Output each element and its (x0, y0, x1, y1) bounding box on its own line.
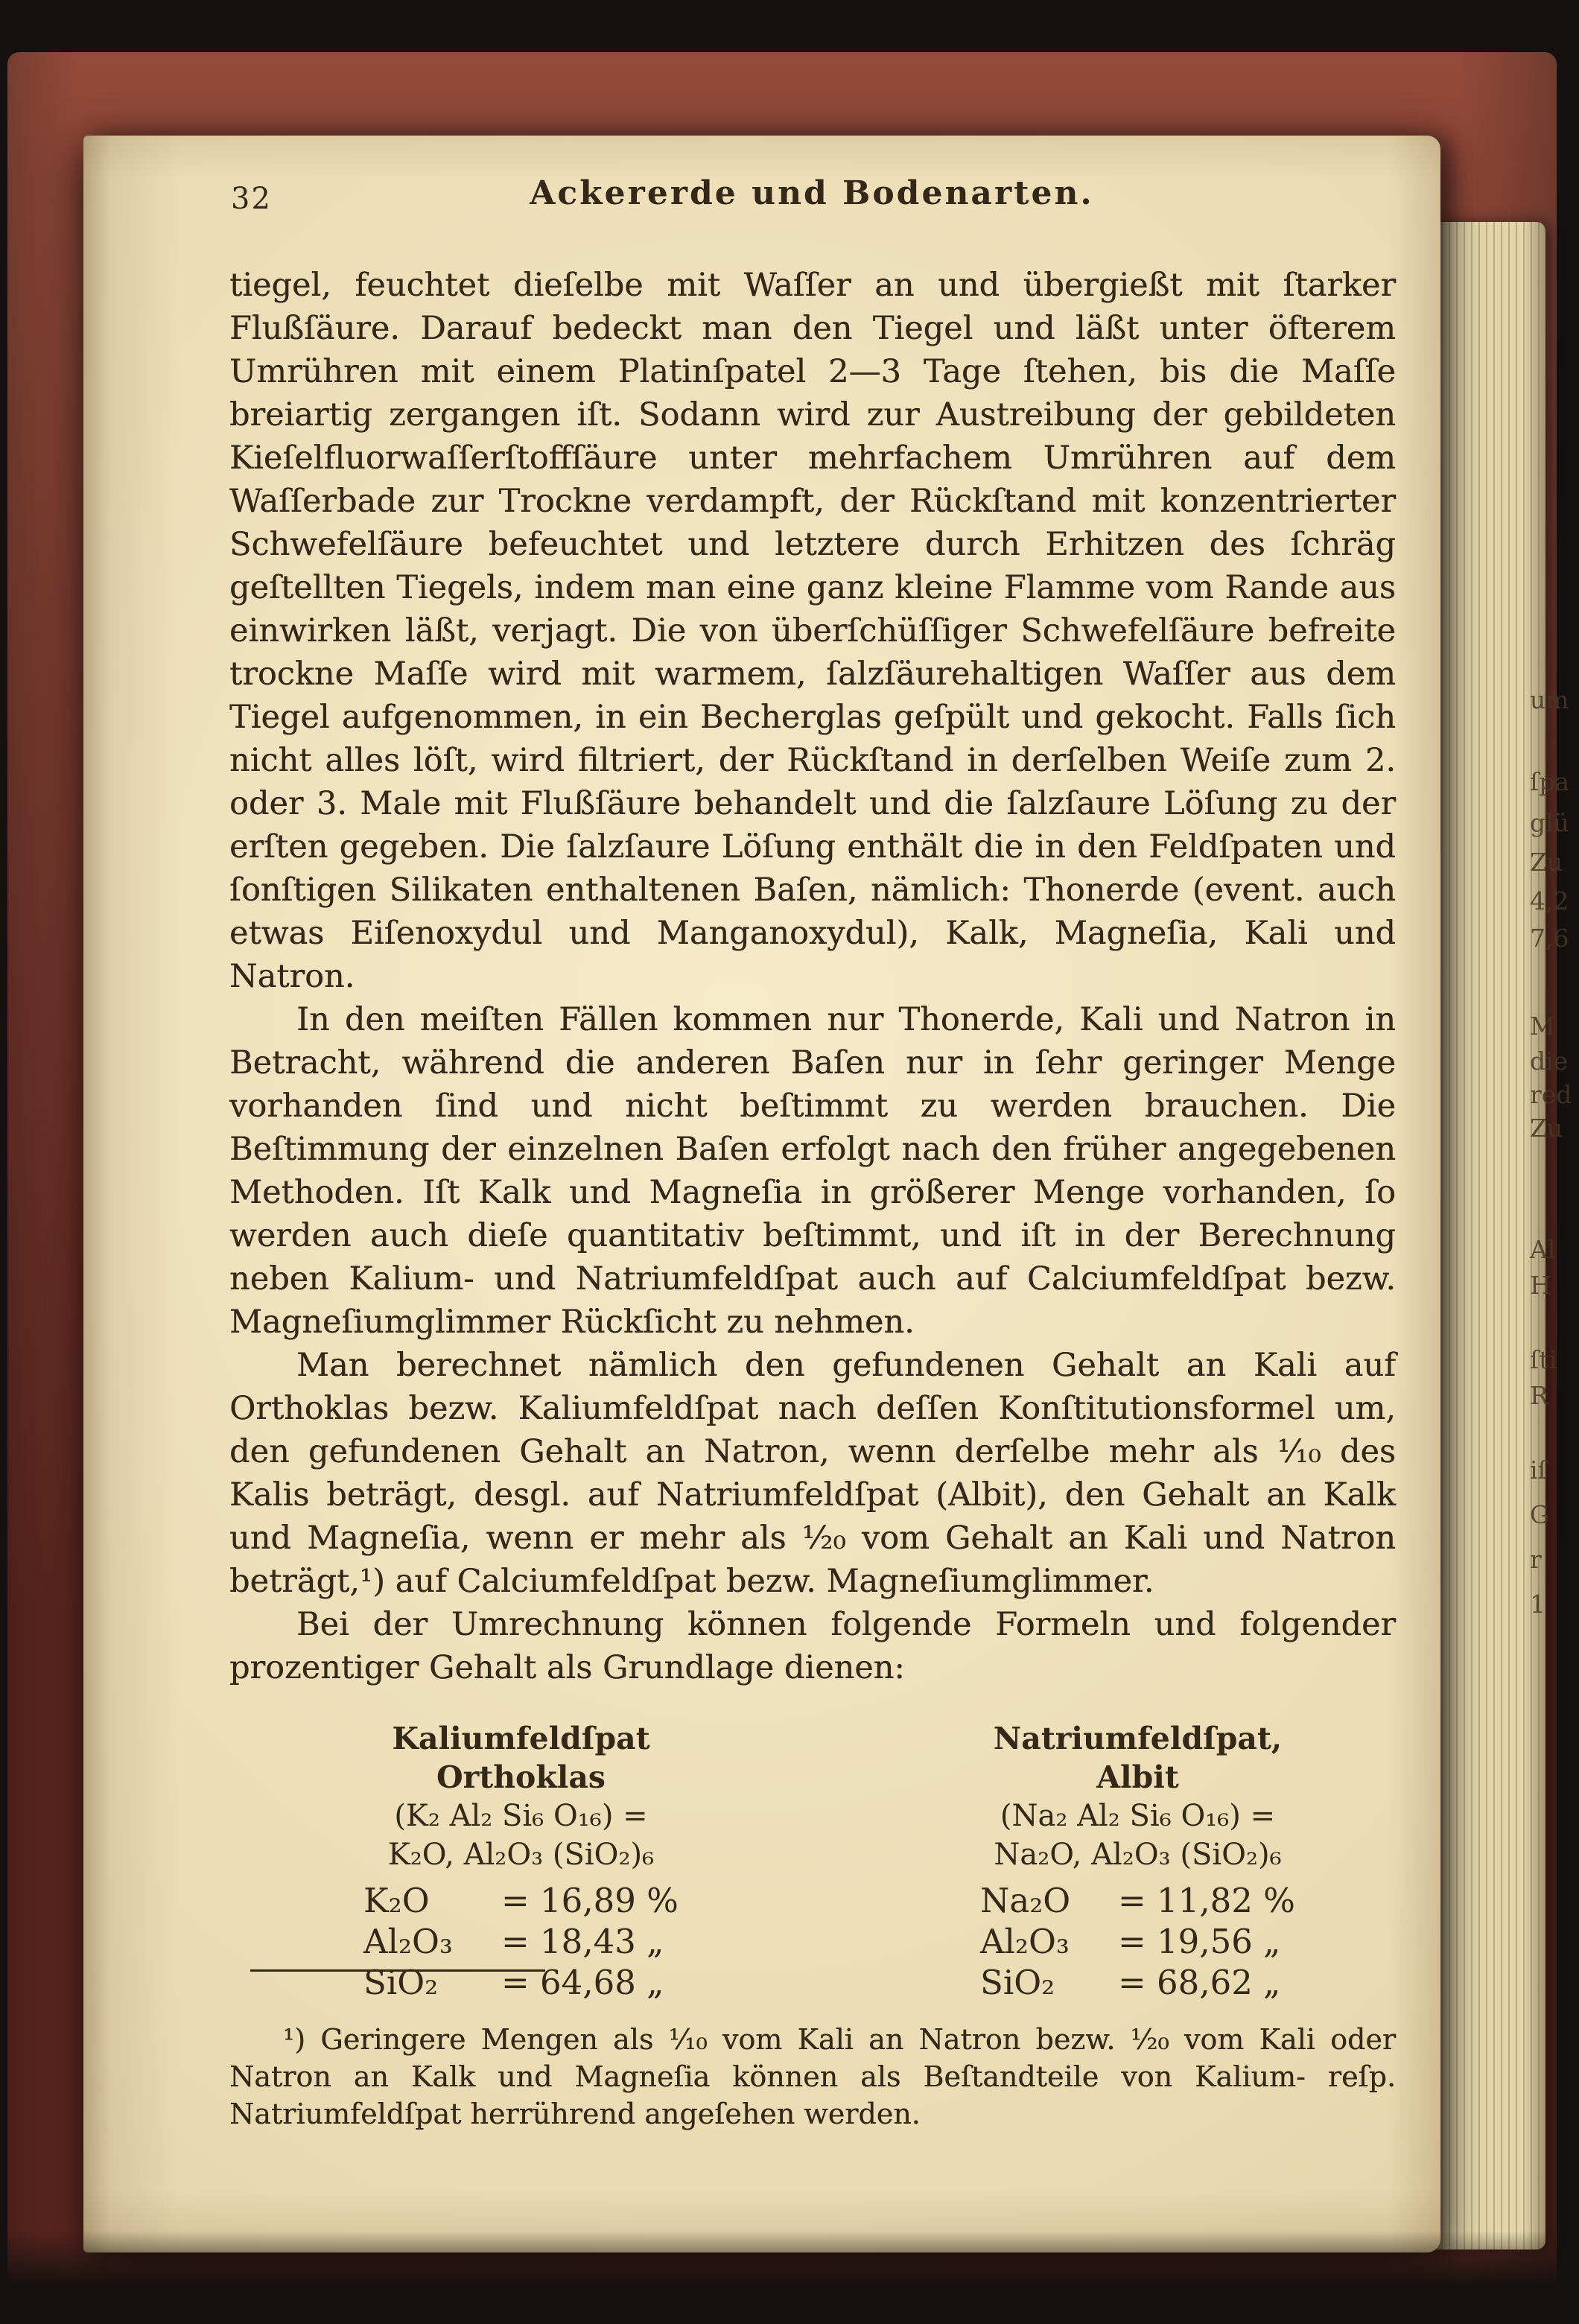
edge-text-fragment: G (1530, 1500, 1550, 1529)
edge-text-fragment: M (1530, 1012, 1555, 1041)
feldspar-formula-table (229, 1719, 1396, 2005)
page-header (229, 174, 1394, 222)
compound-amount: = 11,82 % (1118, 1881, 1295, 1920)
edge-text-fragment: ſti (1530, 1345, 1557, 1374)
compound-label: K₂O (363, 1881, 430, 1920)
compound-amount: = 68,62 „ (1118, 1963, 1281, 2002)
edge-text-fragment: r (1530, 1545, 1542, 1574)
edge-text-fragment: um (1530, 685, 1569, 714)
column-subtitle: Albit (1096, 1759, 1179, 1795)
compound-amount: = 18,43 „ (501, 1922, 664, 1961)
edge-text-fragment: red (1530, 1080, 1572, 1109)
compound-label: SiO₂ (980, 1963, 1055, 2002)
edge-text-fragment: iſ (1530, 1455, 1547, 1485)
compound-label: SiO₂ (363, 1963, 439, 2002)
column-title: Kaliumfeldſpat (392, 1721, 650, 1756)
page-body (229, 264, 1396, 2005)
edge-text-fragment: Al (1530, 1235, 1556, 1264)
compound-amount: = 64,68 „ (501, 1963, 664, 2002)
footnote-block (229, 1969, 1396, 2133)
compound-amount: = 19,56 „ (1118, 1922, 1281, 1961)
constitution-formula: K₂O, Al₂O₃ (SiO₂)₆ (387, 1838, 655, 1872)
natriumfeldspat-column (813, 1719, 1396, 2005)
constitution-formula: (K₂ Al₂ Si₆ O₁₆) = (394, 1799, 648, 1833)
compound-amount: = 16,89 % (501, 1881, 679, 1920)
kaliumfeldspat-column (229, 1719, 813, 2005)
edge-text-fragment: R (1530, 1381, 1548, 1410)
book-page (83, 136, 1440, 2252)
paragraph-formeln-intro: Bei der Umrechnung können folgende Formeln und folgender prozentiger Gehalt als Grundlage dienen: (229, 1606, 1396, 1686)
edge-text-fragment: 7,6 (1530, 924, 1569, 953)
percentage-row (363, 1880, 679, 1921)
running-head: Ackererde und Bodenarten. (530, 174, 1094, 212)
constitution-formula: Na₂O, Al₂O₃ (SiO₂)₆ (994, 1838, 1282, 1872)
percentage-row (980, 1880, 1295, 1921)
edge-text-fragment: 4,2 (1530, 886, 1569, 915)
footnote-text: ¹) Geringere Mengen als ¹⁄₁₀ vom Kali an Natron bezw. ¹⁄₂₀ vom Kali oder Natron an Kalk und Magneſia können als Beſtandteile von Kalium- reſp. Natriumfeldſpat herrührend angeſehen werden. (229, 2023, 1396, 2130)
next-page-text-edge (1527, 655, 1573, 1646)
compound-label: Na₂O (980, 1881, 1071, 1920)
paragraph-umrechnung: Man berechnet nämlich den gefundenen Gehalt an Kali auf Orthoklas bezw. Kaliumfeldſpat nach deſſen Konſtitutionsformel um, den gefundenen Gehalt an Natron, wenn derſelbe mehr als ¹⁄₁₀ des Kalis beträgt, desgl. auf Natriumfeldſpat (Albit), den Gehalt an Kalk und Magneſia, wenn er mehr als ¹⁄₂₀ vom Gehalt an Kali und Natron beträgt,¹) auf Calciumfeldſpat bezw. Magneſiumglimmer. (229, 1347, 1396, 1600)
percentage-row (980, 1921, 1295, 1962)
compound-label: Al₂O₃ (980, 1922, 1070, 1961)
edge-text-fragment: H (1530, 1271, 1551, 1300)
constitution-formula: (Na₂ Al₂ Si₆ O₁₆) = (1000, 1799, 1276, 1833)
page-number: 32 (231, 182, 272, 216)
edge-text-fragment: ſpa (1530, 767, 1570, 796)
column-subtitle: Orthoklas (436, 1759, 606, 1795)
edge-text-fragment: Zu (1530, 848, 1563, 877)
footnote-rule (250, 1969, 545, 1972)
compound-label: Al₂O₃ (363, 1922, 453, 1961)
edge-text-fragment: die (1530, 1047, 1569, 1076)
column-title: Natriumfeldſpat, (993, 1721, 1283, 1756)
edge-text-fragment: 1 (1530, 1590, 1545, 1619)
paragraph-bases: In den meiſten Fällen kommen nur Thonerde, Kali und Natron in Betracht, während die anderen Baſen nur in ſehr geringer Menge vorhanden ſind und nicht beſtimmt zu werden brauchen. Die Beſtimmung der einzelnen Baſen erfolgt nach den früher angegebenen Methoden. Iſt Kalk und Magneſia in größerer Menge vorhanden, ſo werden auch dieſe quantitativ beſtimmt, und iſt in der Berechnung neben Kalium- und Natriumfeldſpat auch auf Calciumfeldſpat bezw. Magneſiumglimmer Rückſicht zu nehmen. (229, 1001, 1396, 1341)
percentage-row (363, 1921, 679, 1962)
edge-text-fragment: Zu (1530, 1114, 1563, 1143)
paragraph-continuation: tiegel, feuchtet dieſelbe mit Waſſer an und übergießt mit ſtarker Flußſäure. Darauf bedeckt man den Tiegel und läßt unter öfterem Umrühren mit einem Platinſpatel 2—3 Tage ſtehen, bis die Maſſe breiartig zergangen iſt. Sodann wird zur Austreibung der gebildeten Kieſelfluorwaſſerſtoffſäure unter mehrfachem Umrühren auf dem Waſſerbade zur Trockne verdampft, der Rückſtand mit konzentrierter Schwefelſäure befeuchtet und letztere durch Erhitzen des ſchräg geſtellten Tiegels, indem man eine ganz kleine Flamme vom Rande aus einwirken läßt, verjagt. Die von überſchüſſiger Schwefelſäure befreite trockne Maſſe wird mit warmem, ſalzſäurehaltigen Waſſer aus dem Tiegel aufgenommen, in ein Becherglas geſpült und gekocht. Falls ſich nicht alles löſt, wird filtriert, der Rückſtand in derſelben Weiſe zum 2. oder 3. Male mit Flußſäure behandelt und die ſalzſaure Löſung zu der erſten gegeben. Die ſalzſaure Löſung enthält die in den Feldſpaten und ſonſtigen Silikaten enthaltenen Baſen, nämlich: Thonerde (event. auch etwas Eiſenoxydul und Manganoxydul), Kalk, Magneſia, Kali und Natron. (229, 267, 1396, 995)
edge-text-fragment: glü (1530, 808, 1569, 837)
